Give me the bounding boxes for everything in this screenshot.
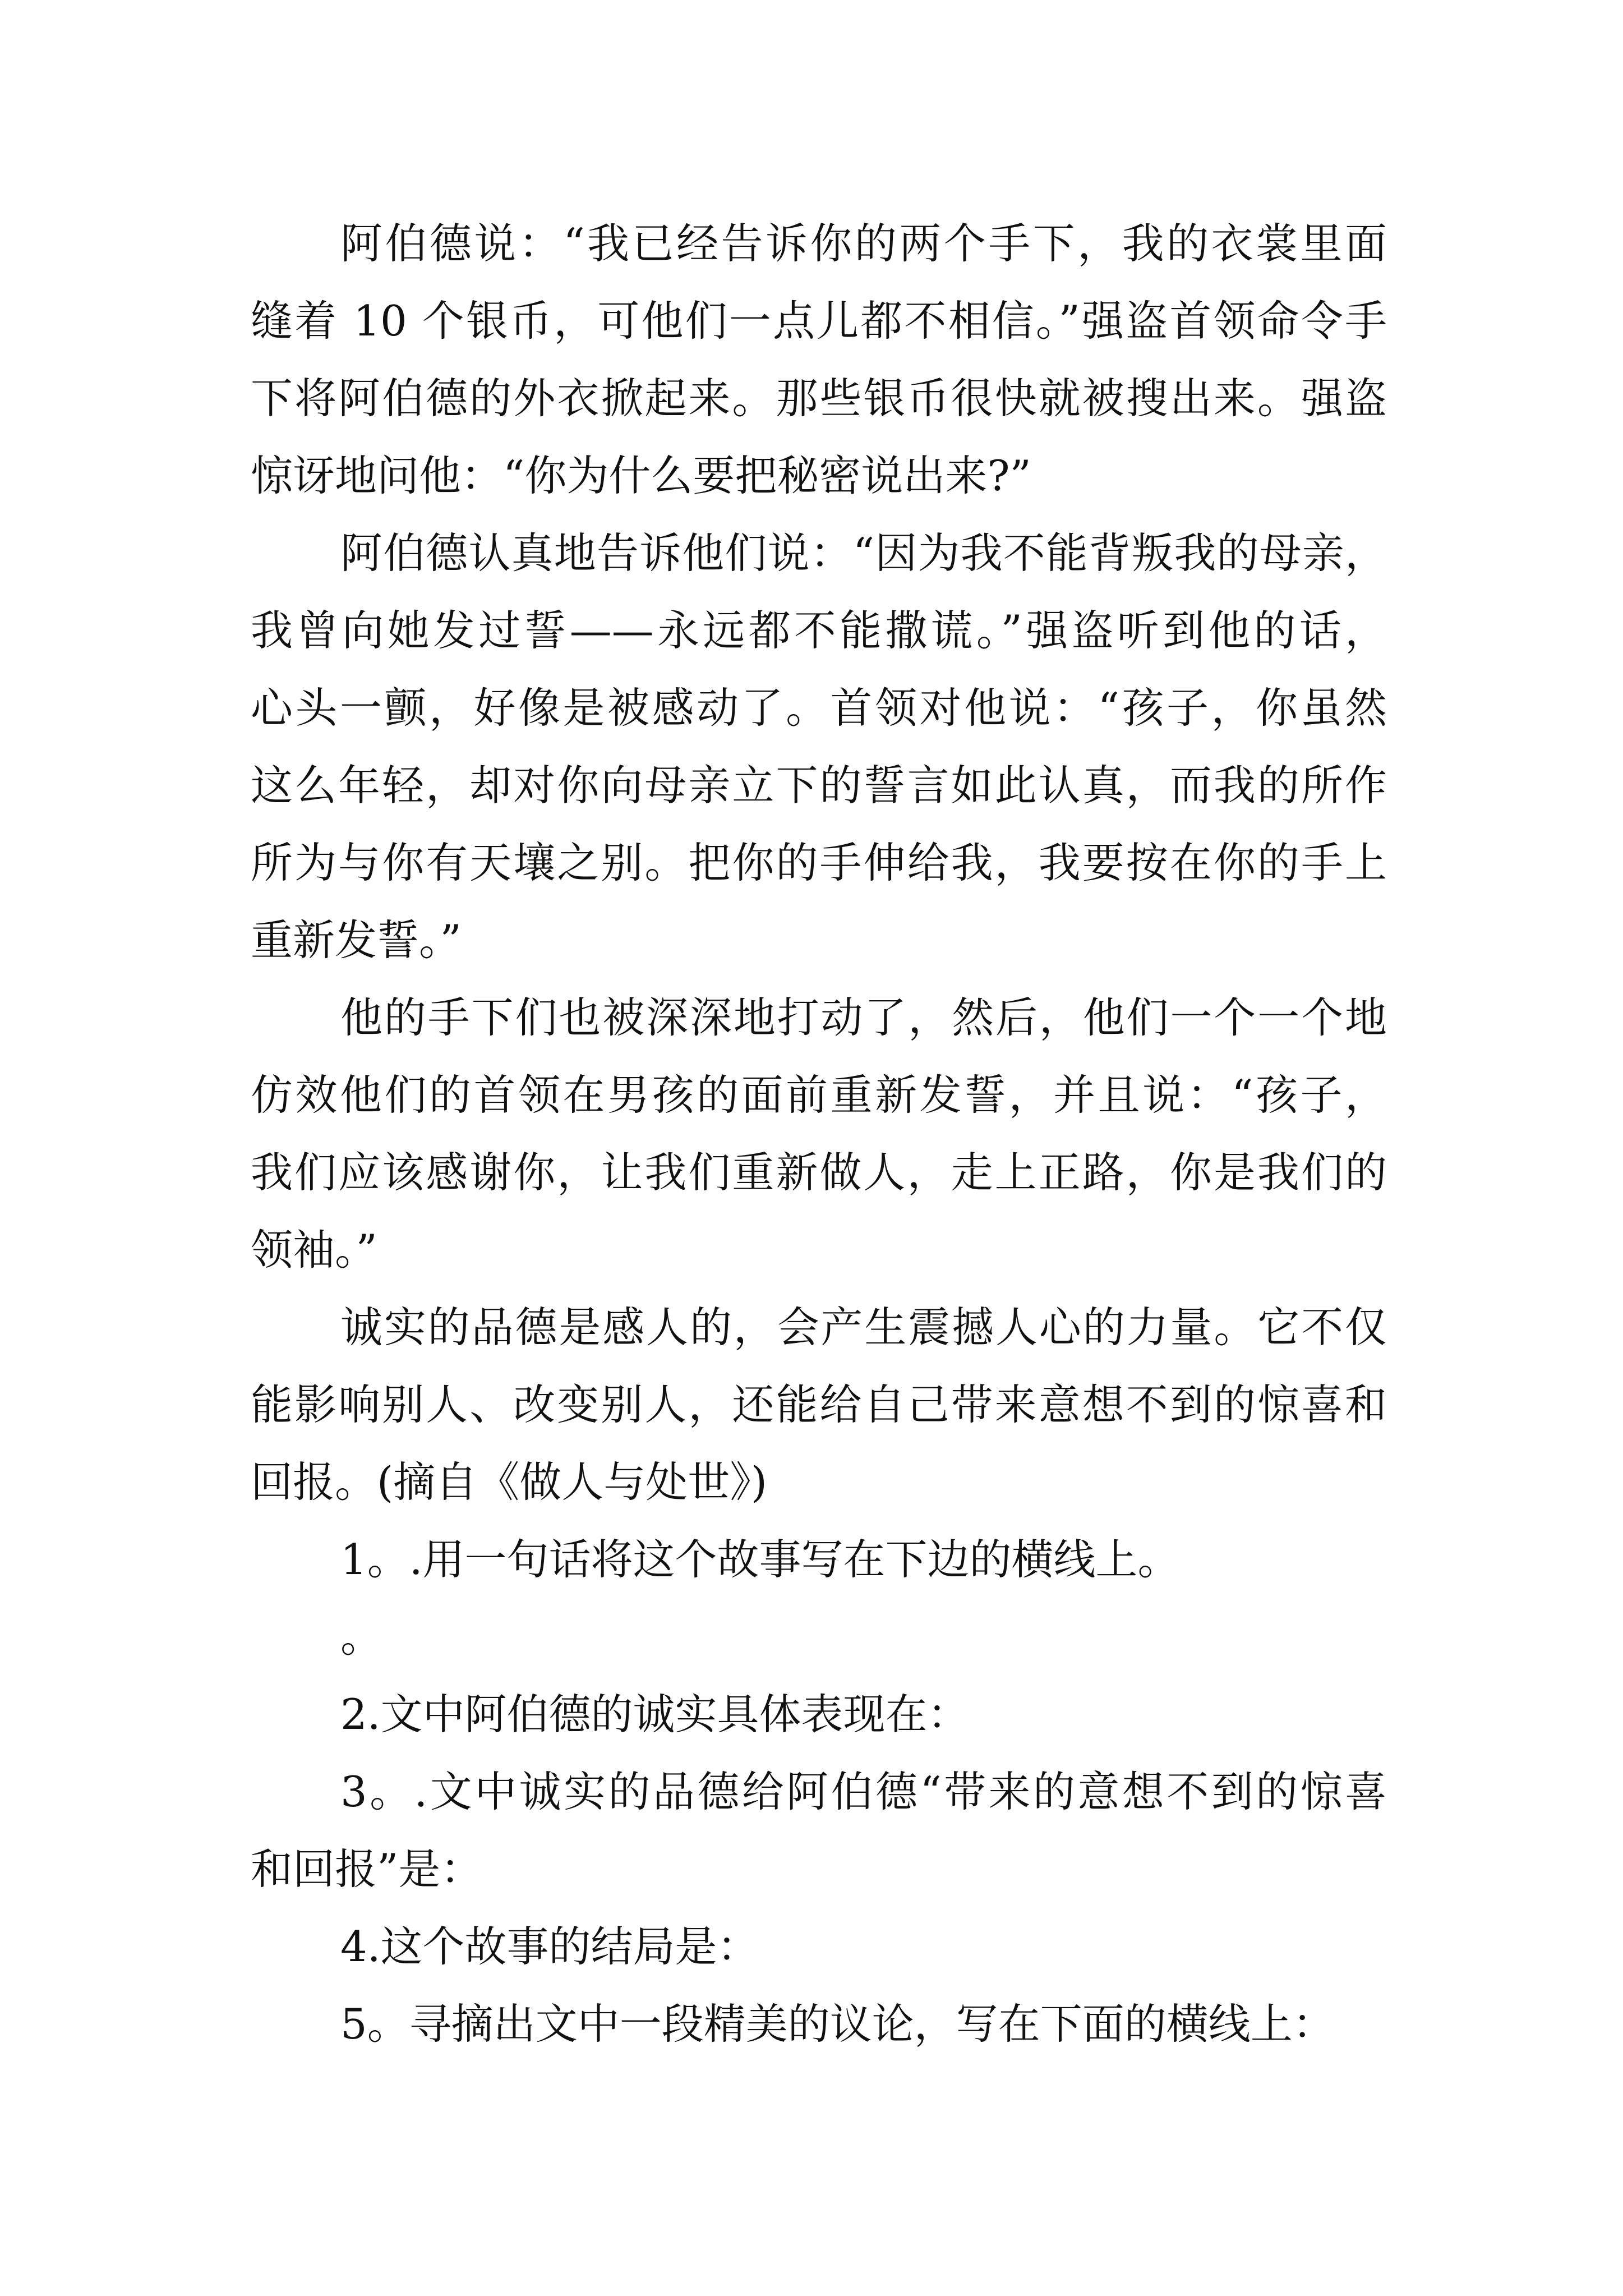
question-text: 2.文中阿伯德的诚实具体表现在： <box>340 1690 970 1739</box>
text-line: 能影响别人、改变别人，还能给自己带来意想不到的惊喜和 <box>251 1380 1387 1429</box>
question-text: 和回报”是： <box>251 1844 483 1894</box>
text-line: 所为与你有天壤之别。把你的手伸给我，我要按在你的手上 <box>251 838 1387 887</box>
question-3 <box>251 1753 1387 1908</box>
question-text: 1。.用一句话将这个故事写在下边的横线上。 <box>340 1535 1180 1584</box>
paragraph-1 <box>251 205 1387 514</box>
text-line: 阿伯德认真地告诉他们说：“因为我不能背叛我的母亲， <box>340 528 1387 578</box>
text-line: 重新发誓。” <box>251 915 462 965</box>
question-text: 3。.文中诚实的品德给阿伯德“带来的意想不到的惊喜 <box>340 1767 1387 1816</box>
text-line: 我们应该感谢你，让我们重新做人，走上正路，你是我们的 <box>251 1148 1387 1197</box>
question-text: 5。寻摘出文中一段精美的议论，写在下面的横线上： <box>340 1999 1335 2049</box>
text-line: 回报。(摘自《做人与处世》) <box>251 1457 768 1507</box>
paragraph-3 <box>251 979 1387 1289</box>
question-2 <box>251 1676 1387 1753</box>
text-line: 惊讶地问他：“你为什么要把秘密说出来?” <box>251 451 1031 500</box>
text-line: 仿效他们的首领在男孩的面前重新发誓，并且说：“孩子， <box>251 1070 1387 1120</box>
question-1 <box>251 1521 1387 1676</box>
text-line: 诚实的品德是感人的，会产生震撼人心的力量。它不仅 <box>340 1303 1387 1352</box>
text-line: 阿伯德说：“我已经告诉你的两个手下，我的衣裳里面 <box>340 219 1387 268</box>
paragraph-2 <box>251 514 1387 979</box>
text-line: 缝着 10 个银币，可他们一点儿都不相信。”强盗首领命令手 <box>251 296 1387 346</box>
text-line: 我曾向她发过誓——永远都不能撒谎。”强盗听到他的话， <box>251 606 1387 655</box>
text-line: 心头一颤，好像是被感动了。首领对他说：“孩子，你虽然 <box>251 683 1387 733</box>
question-4 <box>251 1908 1387 1985</box>
question-5 <box>251 1985 1387 2063</box>
text-line: 领袖。” <box>251 1225 377 1274</box>
paragraph-4 <box>251 1289 1387 1521</box>
answer-line: 。 <box>340 1612 383 1662</box>
text-line: 他的手下们也被深深地打动了，然后，他们一个一个地 <box>340 993 1387 1042</box>
question-text: 4.这个故事的结局是： <box>340 1922 759 1971</box>
text-line: 下将阿伯德的外衣掀起来。那些银币很快就被搜出来。强盗 <box>251 374 1387 423</box>
text-line: 这么年轻，却对你向母亲立下的誓言如此认真，而我的所作 <box>251 761 1387 810</box>
document-body <box>251 205 1387 2063</box>
